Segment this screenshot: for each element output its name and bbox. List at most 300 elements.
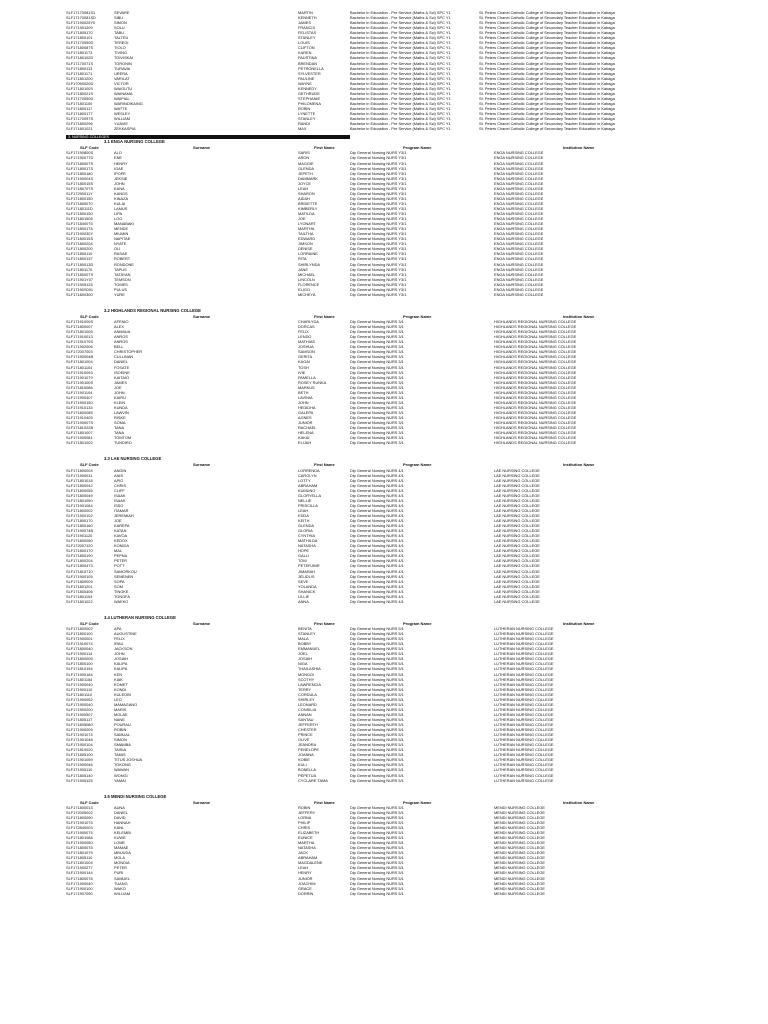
- program-name-cell: Dip General Nursing NURS 3/1: [350, 440, 404, 446]
- first-name-cell: ROBIN: [298, 105, 311, 111]
- header-institution-name: Institution Name: [563, 620, 595, 626]
- surname-cell: LOO: [114, 216, 123, 222]
- institution-name-cell: LAE NURSING COLLEGE: [494, 583, 540, 589]
- program-name-cell: Dip General Nursing NURS 5/1: [350, 757, 404, 763]
- surname-cell: LIPA: [114, 211, 123, 216]
- program-name-cell: Dip General Nursing NURS Y3/1: [350, 291, 407, 297]
- slf-code-cell: SLF17181022B: [66, 425, 94, 431]
- surname-cell: TEMSON: [114, 276, 131, 282]
- program-name-cell: Dip General Nursing NURS 5/1: [350, 767, 404, 773]
- program-name-cell: Dip General Nursing NURS Y3/1: [350, 271, 407, 277]
- program-name-cell: Dip General Nursing NURS 5/1: [350, 732, 404, 738]
- program-name-cell: Dip General Nursing NURS 5/1: [350, 716, 404, 722]
- institution-name-cell: HIGHLANDS REGIONAL NURSING COLLEGE: [494, 344, 577, 350]
- surname-cell: SOPA: [114, 578, 125, 584]
- program-name-cell: Dip General Nursing NURS 4/1: [350, 578, 404, 584]
- header-surname: Surname: [193, 462, 211, 468]
- surname-cell: ALEX: [114, 324, 124, 330]
- first-name-cell: MARTIN: [298, 10, 313, 15]
- slf-code-cell: SLF171801100: [66, 100, 93, 106]
- program-name-cell: Dip General Nursing NURS 4/1: [350, 512, 404, 518]
- first-name-cell: MONDOI: [298, 671, 314, 677]
- table-row: [0, 778, 768, 783]
- institution-name-cell: HIGHLANDS REGIONAL NURSING COLLEGE: [494, 339, 577, 345]
- program-name-cell: Dip General Nursing NURS 5/1: [350, 819, 404, 825]
- surname-cell: SEMENEN: [114, 573, 134, 579]
- slf-code-cell: SLF171901048: [66, 737, 93, 743]
- slf-code-cell: SLF171800110: [66, 251, 93, 257]
- surname-cell: TANA: [114, 430, 125, 436]
- first-name-cell: JIMSON: [298, 241, 313, 247]
- surname-cell: KANA: [114, 185, 125, 191]
- slf-code-cell: SLF17090020D: [66, 80, 94, 86]
- first-name-cell: MARTHA: [298, 226, 315, 232]
- section-title: 3.1 ENGA NURSING COLLEGE: [104, 139, 165, 145]
- program-name-cell: Bachelor in Education - Pre Service (Maths & Sci) SPC Y1: [350, 65, 451, 71]
- header-slf-code: SLF Code: [80, 313, 99, 319]
- surname-cell: MOLAE: [114, 711, 128, 717]
- surname-cell: TANA: [114, 425, 125, 431]
- first-name-cell: MALA: [298, 636, 309, 642]
- slf-code-cell: SLF17190030Y: [66, 231, 94, 237]
- institution-name-cell: HIGHLANDS REGIONAL NURSING COLLEGE: [494, 399, 577, 405]
- slf-code-cell: SLF171800200: [66, 246, 93, 252]
- first-name-cell: CHRIS: [298, 825, 311, 830]
- slf-code-cell: SLF171900050: [66, 840, 93, 846]
- surname-cell: KULEOBI: [114, 691, 131, 697]
- surname-cell: JOHN: [114, 389, 125, 395]
- slf-code-cell: SLF171800100: [66, 631, 93, 637]
- institution-name-cell: MENDI NURSING COLLEGE: [494, 845, 546, 851]
- slf-code-cell: SLF171900114: [66, 651, 93, 657]
- slf-code-cell: SLF171901074: [66, 732, 93, 738]
- slf-code-cell: SLF171800078: [66, 875, 93, 881]
- header-institution-name: Institution Name: [563, 799, 595, 805]
- first-name-cell: ARON: [298, 155, 310, 161]
- first-name-cell: JOANNA: [298, 752, 314, 758]
- program-name-cell: Dip General Nursing NURS 5/1: [350, 840, 404, 846]
- slf-code-cell: SLF171801004: [66, 860, 93, 866]
- first-name-cell: JEPETH: [298, 170, 313, 176]
- surname-cell: CHRIS: [114, 482, 127, 488]
- institution-name-cell: LAE NURSING COLLEGE: [494, 543, 540, 549]
- slf-code-cell: SLF171800040: [66, 646, 93, 652]
- header-slf-code: SLF Code: [80, 462, 99, 468]
- surname-cell: JOE: [114, 518, 122, 523]
- slf-code-cell: SLF171800002: [66, 507, 93, 513]
- program-name-cell: Dip General Nursing NURS 4/1: [350, 553, 404, 559]
- program-name-cell: Dip General Nursing NURS Y3/1: [350, 246, 407, 252]
- program-name-cell: Bachelor in Education - Pre Service (Maths & Sci) SPC Y1: [350, 116, 451, 122]
- program-name-cell: Dip General Nursing NURS 5/1: [350, 880, 404, 886]
- institution-name-cell: MENDI NURSING COLLEGE: [494, 804, 546, 810]
- surname-cell: TORONIN: [114, 60, 132, 66]
- surname-cell: KALIPA: [114, 666, 128, 672]
- slf-code-cell: SLF171801201: [66, 583, 93, 589]
- slf-code-cell: SLF171902006: [66, 344, 93, 350]
- section-title: 3.4 LUTHERAN NURSING COLLEGE: [104, 614, 176, 620]
- institution-name-cell: ENGA NURSING COLLEGE: [494, 261, 544, 267]
- program-name-cell: Dip General Nursing NURS 3/1: [350, 430, 404, 436]
- first-name-cell: NATASHA: [298, 845, 316, 851]
- institution-name-cell: HIGHLANDS REGIONAL NURSING COLLEGE: [494, 319, 577, 325]
- header-program-name: Program Name: [403, 313, 432, 319]
- slf-code-cell: SLF171900200: [66, 706, 93, 712]
- surname-cell: HENRY: [114, 160, 128, 166]
- first-name-cell: LEONARD: [298, 701, 317, 707]
- first-name-cell: KAGAI: [298, 359, 310, 365]
- program-name-cell: Dip General Nursing NURS 5/1: [350, 636, 404, 642]
- first-name-cell: HELENA: [298, 430, 314, 436]
- first-name-cell: JAMES: [298, 20, 311, 26]
- header-first-name: First Name: [314, 313, 335, 319]
- slf-code-cell: SLF171901084: [66, 502, 93, 508]
- first-name-cell: NATASHA: [298, 543, 316, 549]
- institution-name-cell: LAE NURSING COLLEGE: [494, 467, 540, 473]
- surname-cell: WAIPIAL: [114, 95, 130, 101]
- slf-code-cell: SLF171801004: [66, 359, 93, 365]
- institution-name-cell: St. Peters Chanel Catholic College of Secondary Teacher Education in Kabaga: [479, 25, 615, 31]
- surname-cell: DANIEL: [114, 359, 129, 365]
- program-name-cell: Bachelor in Education - Pre Service (Maths & Sci) SPC Y1: [350, 121, 451, 127]
- program-name-cell: Dip General Nursing NURS 4/1: [350, 482, 404, 488]
- program-name-cell: Dip General Nursing NURS 5/1: [350, 711, 404, 717]
- first-name-cell: MATILDA: [298, 211, 315, 216]
- slf-code-cell: SLF17190004B: [66, 354, 94, 360]
- institution-name-cell: MENDI NURSING COLLEGE: [494, 865, 546, 871]
- institution-name-cell: LAE NURSING COLLEGE: [494, 598, 540, 604]
- first-name-cell: FELIX: [298, 329, 309, 335]
- institution-name-cell: LAE NURSING COLLEGE: [494, 512, 540, 518]
- slf-code-cell: SLF171800300: [66, 291, 93, 297]
- surname-cell: SIBU: [114, 15, 124, 21]
- surname-cell: ANIMIUA: [114, 329, 131, 335]
- program-name-cell: Bachelor in Education - Pre Service (Maths & Sci) SPC Y1: [350, 30, 451, 36]
- institution-name-cell: MENDI NURSING COLLEGE: [494, 855, 546, 861]
- institution-name-cell: LUTHERAN NURSING COLLEGE: [494, 696, 554, 702]
- institution-name-cell: ENGA NURSING COLLEGE: [494, 276, 544, 282]
- institution-name-cell: HIGHLANDS REGIONAL NURSING COLLEGE: [494, 384, 577, 390]
- program-name-cell: Dip General Nursing NURS 5/1: [350, 835, 404, 841]
- surname-cell: LAWVIN: [114, 409, 129, 415]
- first-name-cell: KULI: [298, 762, 307, 768]
- institution-name-cell: LAE NURSING COLLEGE: [494, 578, 540, 584]
- surname-cell: SAMORKOU: [114, 568, 137, 574]
- first-name-cell: SEVE: [298, 578, 309, 584]
- first-name-cell: EMMANUEL: [298, 646, 321, 652]
- surname-cell: ROBERT: [114, 256, 131, 262]
- institution-name-cell: LAE NURSING COLLEGE: [494, 477, 540, 483]
- slf-code-cell: SLF17190004S: [66, 175, 94, 181]
- header-first-name: First Name: [314, 145, 335, 151]
- program-name-cell: Dip General Nursing NURS 4/1: [350, 573, 404, 579]
- program-name-cell: Dip General Nursing NURS Y3/1: [350, 236, 407, 242]
- slf-code-cell: SLF171801508: [66, 216, 93, 222]
- surname-cell: YURE: [114, 291, 125, 297]
- program-name-cell: Dip General Nursing NURS 4/1: [350, 598, 404, 604]
- institution-name-cell: HIGHLANDS REGIONAL NURSING COLLEGE: [494, 415, 577, 420]
- slf-code-cell: SLF171905110: [66, 767, 93, 773]
- program-name-cell: Dip General Nursing NURS 5/1: [350, 661, 404, 667]
- institution-name-cell: LUTHERAN NURSING COLLEGE: [494, 691, 554, 697]
- slf-code-cell: SLF171805080: [66, 722, 93, 727]
- institution-name-cell: St. Peters Chanel Catholic College of Secondary Teacher Education in Kabaga: [479, 121, 615, 127]
- first-name-cell: BRENDAN: [298, 60, 318, 66]
- institution-name-cell: LAE NURSING COLLEGE: [494, 573, 540, 579]
- program-name-cell: Dip General Nursing NURS 5/1: [350, 850, 404, 856]
- slf-code-cell: SLF171901075: [66, 819, 93, 825]
- institution-name-cell: LUTHERAN NURSING COLLEGE: [494, 772, 554, 778]
- slf-code-cell: SLF17191000S: [66, 319, 94, 325]
- program-name-cell: Dip General Nursing NURS Y3/1: [350, 216, 407, 222]
- program-name-cell: Dip General Nursing NURS 5/1: [350, 845, 404, 851]
- slf-code-cell: SLF171901104: [66, 389, 93, 395]
- first-name-cell: MATHIAS: [298, 339, 316, 345]
- first-name-cell: LOTTY: [298, 477, 311, 483]
- institution-name-cell: ENGA NURSING COLLEGE: [494, 251, 544, 257]
- institution-name-cell: St. Peters Chanel Catholic College of Secondary Teacher Education in Kabaga: [479, 50, 615, 56]
- institution-name-cell: HIGHLANDS REGIONAL NURSING COLLEGE: [494, 440, 577, 446]
- institution-name-cell: LAE NURSING COLLEGE: [494, 558, 540, 564]
- slf-code-cell: SLF17170071S: [66, 60, 94, 66]
- surname-cell: MAL: [114, 548, 122, 554]
- institution-name-cell: LAE NURSING COLLEGE: [494, 553, 540, 559]
- institution-name-cell: LUTHERAN NURSING COLLEGE: [494, 686, 554, 692]
- program-name-cell: Dip General Nursing NURS Y3/1: [350, 251, 407, 257]
- surname-cell: KEDOX: [114, 538, 128, 544]
- program-name-cell: Dip General Nursing NURS 3/1: [350, 364, 404, 370]
- surname-cell: WARINDIKAING: [114, 100, 143, 106]
- institution-name-cell: LAE NURSING COLLEGE: [494, 533, 540, 539]
- surname-cell: SEVARE: [114, 10, 130, 15]
- program-name-cell: Dip General Nursing NURS 4/1: [350, 558, 404, 564]
- surname-cell: TOMTOM: [114, 435, 132, 441]
- program-name-cell: Dip General Nursing NURS Y3/1: [350, 205, 407, 211]
- institution-name-cell: St. Peters Chanel Catholic College of Secondary Teacher Education in Kabaga: [479, 55, 615, 61]
- surname-cell: WILLIAM: [114, 116, 130, 122]
- slf-code-cell: SLF171910013: [66, 334, 93, 340]
- surname-cell: SAMUAL: [114, 732, 130, 738]
- slf-code-cell: SLF171901120: [66, 533, 93, 539]
- program-name-cell: Dip General Nursing NURS 5/1: [350, 646, 404, 652]
- header-program-name: Program Name: [403, 620, 432, 626]
- first-name-cell: AIDAH: [298, 195, 310, 201]
- surname-cell: MAMAGANO: [114, 701, 138, 707]
- slf-code-cell: SLF17180087S: [66, 45, 94, 51]
- surname-cell: YAMAI: [114, 777, 126, 783]
- surname-cell: AUNA: [114, 804, 125, 810]
- header-first-name: First Name: [314, 620, 335, 626]
- first-name-cell: PHILOMENA: [298, 100, 321, 106]
- first-name-cell: SCOTHY: [298, 676, 315, 682]
- first-name-cell: KOBIE: [298, 757, 310, 763]
- program-name-cell: Dip General Nursing NURS 5/1: [350, 686, 404, 692]
- program-name-cell: Dip General Nursing NURS 4/1: [350, 487, 404, 493]
- first-name-cell: KAKAI: [298, 435, 310, 441]
- institution-name-cell: ENGA NURSING COLLEGE: [494, 256, 544, 262]
- institution-name-cell: MENDI NURSING COLLEGE: [494, 840, 546, 846]
- program-name-cell: Bachelor in Education - Pre Service (Maths & Sci) SPC Y1: [350, 60, 451, 66]
- surname-cell: POTT: [114, 563, 125, 569]
- program-name-cell: Dip General Nursing NURS Y3/1: [350, 221, 407, 227]
- surname-cell: ENE: [114, 155, 122, 161]
- first-name-cell: ABRAHAM: [298, 855, 318, 861]
- program-name-cell: Dip General Nursing NURS 5/1: [350, 885, 404, 891]
- program-name-cell: Bachelor in Education - Pre Service (Maths & Sci) SPC Y1: [350, 80, 451, 86]
- program-name-cell: Dip General Nursing NURS 4/1: [350, 467, 404, 473]
- slf-code-cell: SLF171900277: [66, 865, 93, 871]
- slf-code-cell: SLF171800005: [66, 656, 93, 662]
- first-name-cell: TAILTHA: [298, 231, 314, 237]
- program-name-cell: Bachelor in Education - Pre Service (Maths & Sci) SPC Y1: [350, 111, 451, 116]
- slf-code-cell: SLF171900081: [66, 435, 93, 441]
- slf-code-cell: SLF171840075: [66, 221, 93, 227]
- institution-name-cell: ENGA NURSING COLLEGE: [494, 185, 544, 191]
- program-name-cell: Bachelor in Education - Pre Service (Maths & Sci) SPC Y1: [350, 105, 451, 111]
- slf-code-cell: SLF171800042: [66, 482, 93, 488]
- surname-cell: KLEIN: [114, 399, 126, 405]
- institution-name-cell: HIGHLANDS REGIONAL NURSING COLLEGE: [494, 409, 577, 415]
- header-institution-name: Institution Name: [563, 462, 595, 468]
- slf-code-cell: SLF171910405: [66, 415, 93, 420]
- slf-code-cell: SLF172007003: [66, 349, 93, 355]
- slf-code-cell: SLF171800117: [66, 105, 93, 111]
- first-name-cell: STANLEY: [298, 631, 316, 637]
- program-name-cell: Dip General Nursing NURS 5/1: [350, 772, 404, 778]
- program-name-cell: Dip General Nursing NURS Y3/1: [350, 150, 407, 156]
- slf-code-cell: SLF171801022: [66, 598, 93, 604]
- surname-cell: OLI: [114, 246, 121, 252]
- first-name-cell: KIMBERLY: [298, 205, 318, 211]
- slf-code-cell: SLF171900100: [66, 885, 93, 891]
- first-name-cell: HENRY: [298, 870, 312, 876]
- surname-cell: CULLINAN: [114, 354, 134, 360]
- surname-cell: JOHN: [114, 651, 125, 657]
- slf-code-cell: SLF171800190: [66, 553, 93, 559]
- surname-cell: KEN: [114, 671, 122, 677]
- slf-code-cell: SLF171901Y07: [66, 276, 94, 282]
- program-name-cell: Dip General Nursing NURS 4/1: [350, 588, 404, 594]
- slf-code-cell: SLF17190025Y0: [66, 20, 96, 26]
- program-name-cell: Dip General Nursing NURS 3/1: [350, 324, 404, 330]
- program-name-cell: Dip General Nursing NURS Y3/1: [350, 190, 407, 196]
- surname-cell: ALO: [114, 150, 122, 156]
- institution-name-cell: MENDI NURSING COLLEGE: [494, 850, 546, 856]
- first-name-cell: LEAH: [298, 507, 309, 513]
- first-name-cell: LYNETTE: [298, 111, 316, 116]
- first-name-cell: DAMMARK: [298, 175, 318, 181]
- first-name-cell: DORCAS: [298, 324, 315, 330]
- header-program-name: Program Name: [403, 462, 432, 468]
- first-name-cell: CHARLYDA: [298, 319, 319, 325]
- institution-name-cell: HIGHLANDS REGIONAL NURSING COLLEGE: [494, 354, 577, 360]
- surname-cell: MOLA: [114, 855, 126, 861]
- first-name-cell: CAROLYN: [298, 472, 317, 478]
- program-name-cell: Dip General Nursing NURS Y3/1: [350, 241, 407, 247]
- slf-code-cell: SLF171801007: [66, 430, 93, 436]
- program-name-cell: Dip General Nursing NURS Y3/1: [350, 261, 407, 267]
- surname-cell: KAREPA: [114, 523, 130, 529]
- slf-code-cell: SLF171801018: [66, 477, 93, 483]
- first-name-cell: PAULINE: [298, 75, 315, 81]
- first-name-cell: PEPETUA: [298, 772, 317, 778]
- program-name-cell: Dip General Nursing NURS Y3/1: [350, 226, 407, 232]
- header-slf-code: SLF Code: [80, 620, 99, 626]
- surname-cell: SOLU: [114, 25, 125, 31]
- program-name-cell: Bachelor in Education - Pre Service (Maths & Sci) SPC Y1: [350, 70, 451, 76]
- first-name-cell: JANE: [298, 266, 308, 272]
- surname-cell: HANNAH: [114, 819, 131, 825]
- surname-cell: KANL: [114, 825, 125, 830]
- institution-name-cell: LAE NURSING COLLEGE: [494, 507, 540, 513]
- program-name-cell: Dip General Nursing NURS 5/1: [350, 666, 404, 672]
- surname-cell: KATAN: [114, 528, 127, 534]
- first-name-cell: ELIJAH: [298, 440, 312, 446]
- first-name-cell: LEAH: [298, 185, 309, 191]
- first-name-cell: KEITH: [298, 518, 310, 523]
- surname-cell: KAVOA: [114, 533, 128, 539]
- surname-cell: WAEKO: [114, 598, 129, 604]
- program-name-cell: Dip General Nursing NURS Y3/1: [350, 266, 407, 272]
- institution-name-cell: LUTHERAN NURSING COLLEGE: [494, 656, 554, 662]
- first-name-cell: NELLIE: [298, 497, 312, 503]
- slf-code-cell: SLF17180102D: [66, 55, 94, 61]
- surname-cell: IPOPE: [114, 170, 126, 176]
- program-name-cell: Dip General Nursing NURS 3/1: [350, 389, 404, 395]
- institution-name-cell: St. Peters Chanel Catholic College of Secondary Teacher Education in Kabaga: [479, 60, 615, 66]
- slf-code-cell: SLF17170050D: [66, 40, 94, 46]
- institution-name-cell: MENDI NURSING COLLEGE: [494, 875, 546, 881]
- slf-code-cell: SLF17190074B: [66, 528, 94, 534]
- first-name-cell: TOSH: [298, 364, 309, 370]
- first-name-cell: MATHILDA: [298, 538, 318, 544]
- program-name-cell: Bachelor in Education - Pre Service (Maths & Sci) SPC Y1: [350, 50, 451, 56]
- slf-code-cell: SLF171900040: [66, 681, 93, 687]
- first-name-cell: FAUSTINA: [298, 55, 318, 61]
- institution-name-cell: LUTHERAN NURSING COLLEGE: [494, 757, 554, 763]
- program-name-cell: Bachelor in Education - Pre Service (Maths & Sci) SPC Y1: [350, 40, 451, 46]
- surname-cell: MBUUDA: [114, 850, 131, 856]
- institution-name-cell: LUTHERAN NURSING COLLEGE: [494, 747, 554, 753]
- program-name-cell: Dip General Nursing NURS 4/1: [350, 523, 404, 529]
- institution-name-cell: LUTHERAN NURSING COLLEGE: [494, 706, 554, 712]
- surname-cell: AFENIO: [114, 319, 129, 325]
- institution-name-cell: ENGA NURSING COLLEGE: [494, 190, 544, 196]
- surname-cell: NANE: [114, 716, 125, 722]
- program-name-cell: Dip General Nursing NURS 5/1: [350, 706, 404, 712]
- surname-cell: KONIDA: [114, 543, 129, 549]
- institution-name-cell: MENDI NURSING COLLEGE: [494, 890, 546, 896]
- institution-name-cell: MENDI NURSING COLLEGE: [494, 809, 546, 815]
- program-name-cell: Dip General Nursing NURS 4/1: [350, 543, 404, 549]
- institution-name-cell: ENGA NURSING COLLEGE: [494, 236, 544, 242]
- slf-code-cell: SLF171810710: [66, 568, 93, 574]
- institution-name-cell: ENGA NURSING COLLEGE: [494, 195, 544, 201]
- first-name-cell: GETHRUDE: [298, 90, 320, 96]
- surname-cell: TIOLO: [114, 45, 126, 51]
- institution-name-cell: ENGA NURSING COLLEGE: [494, 226, 544, 232]
- institution-name-cell: LUTHERAN NURSING COLLEGE: [494, 701, 554, 707]
- slf-code-cell: SLF171900110: [66, 686, 93, 692]
- first-name-cell: MICHAEL: [298, 271, 316, 277]
- surname-cell: VARILAT: [114, 75, 130, 81]
- slf-code-cell: SLF171801002: [66, 440, 93, 446]
- program-name-cell: Dip General Nursing NURS 5/1: [350, 752, 404, 758]
- surname-cell: KONDI: [114, 686, 127, 692]
- program-name-cell: Dip General Nursing NURS Y3/1: [350, 165, 407, 171]
- surname-cell: KELEMBI: [114, 830, 131, 836]
- program-name-cell: Dip General Nursing NURS 5/1: [350, 804, 404, 810]
